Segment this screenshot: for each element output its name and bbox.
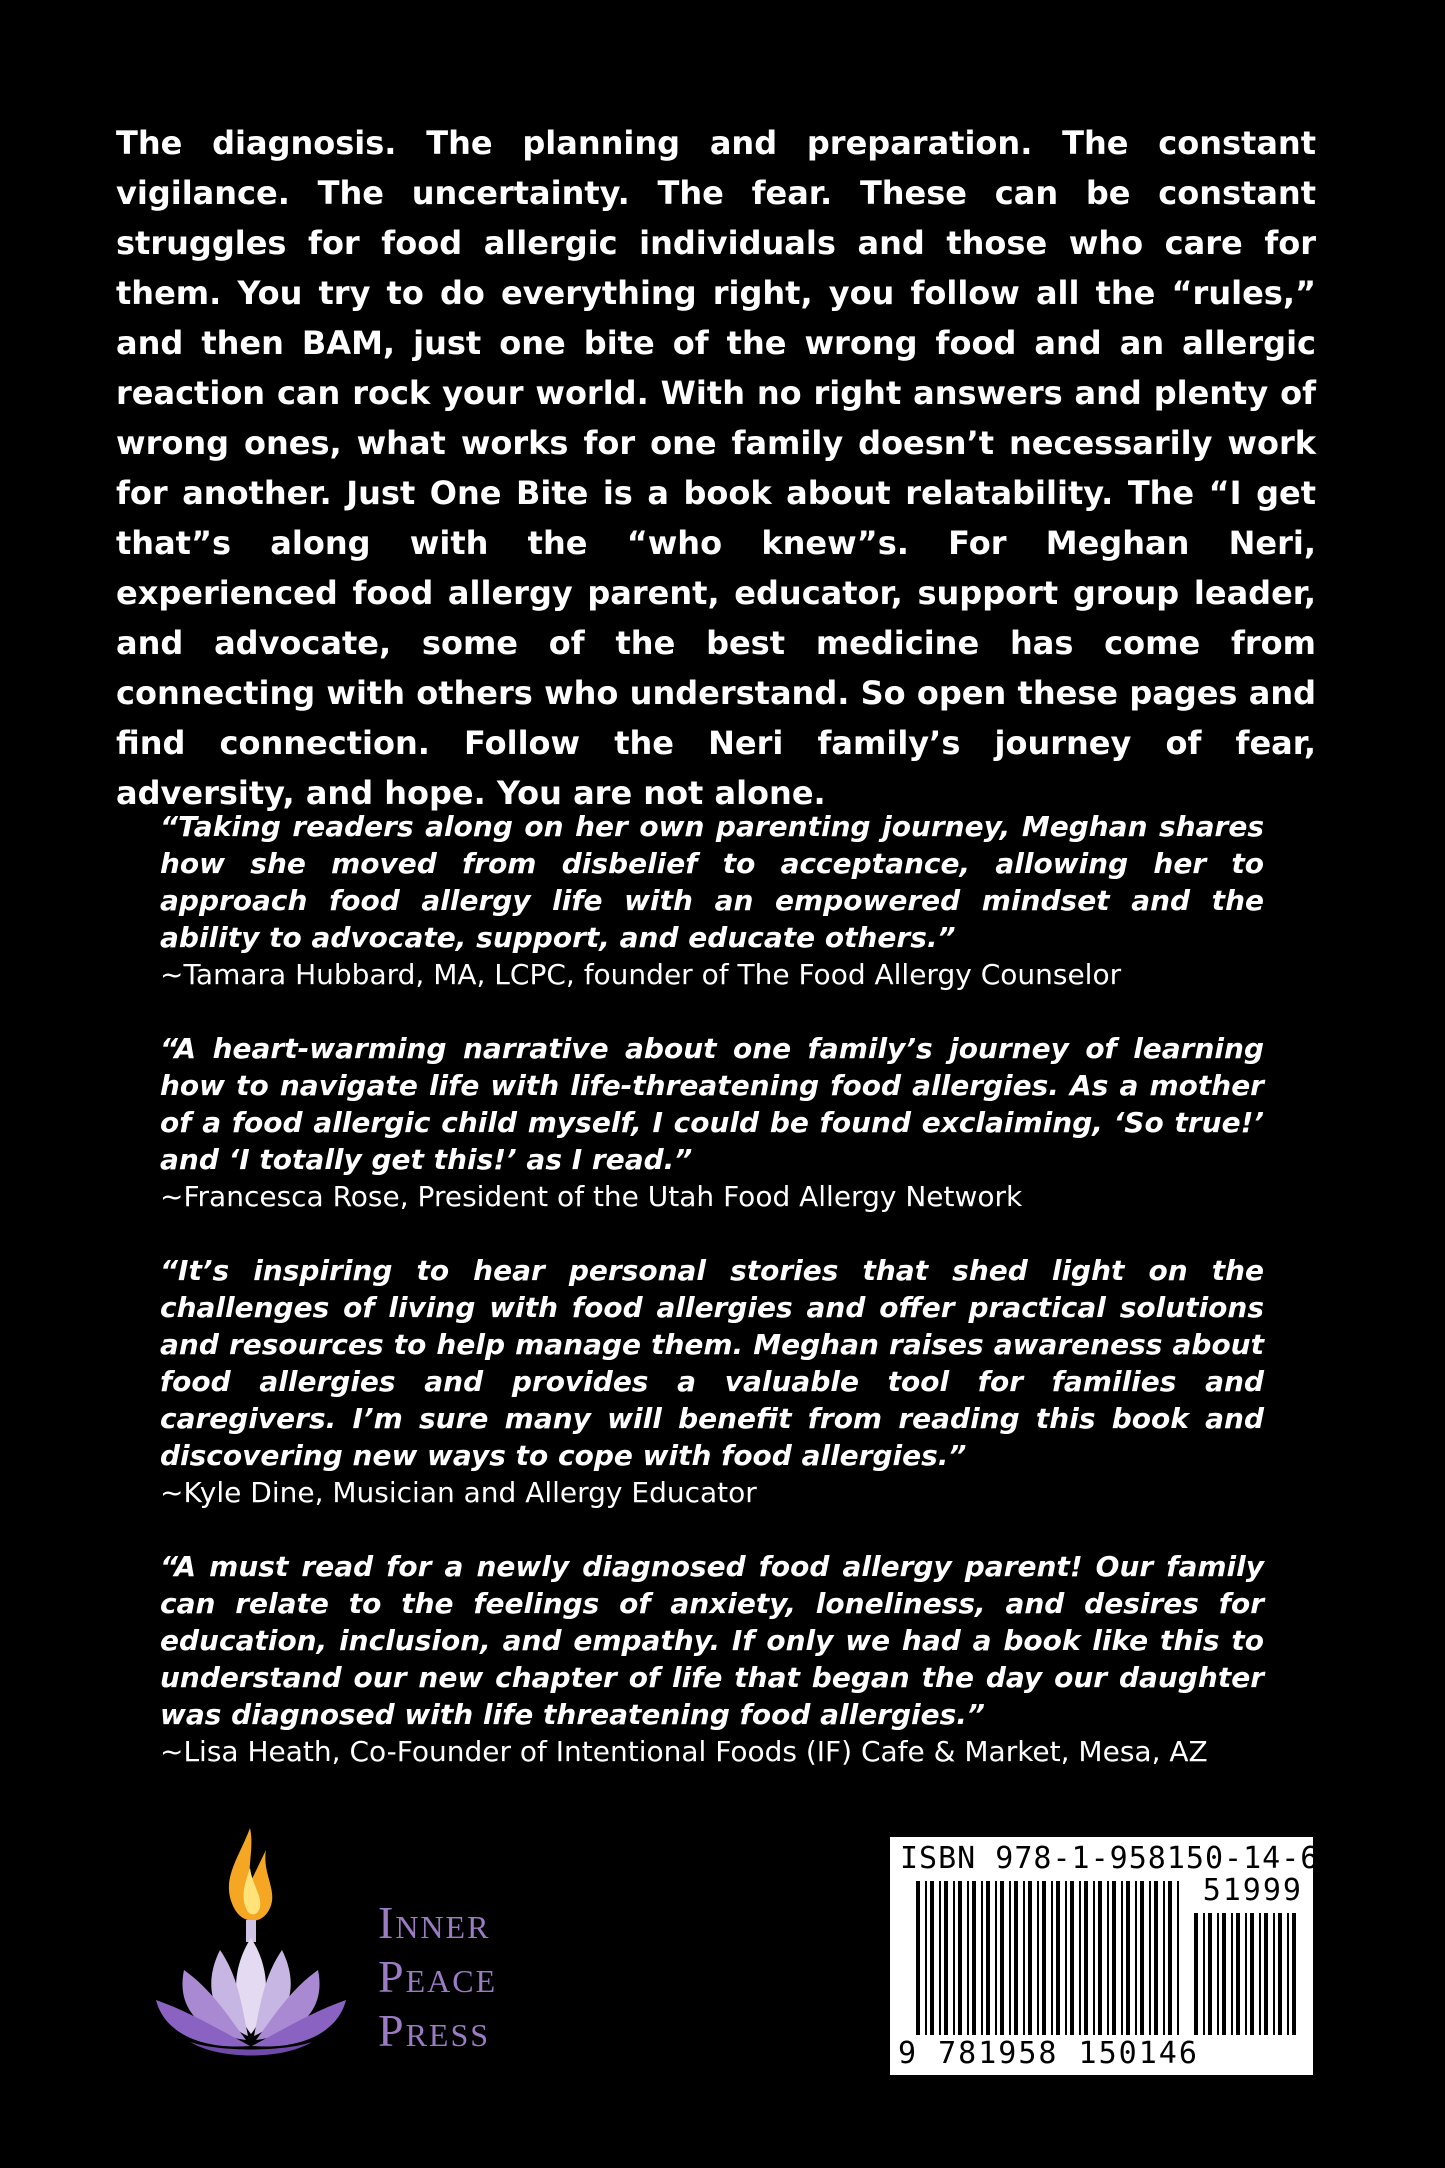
barcode-bar xyxy=(1112,1881,1116,2035)
barcode-bar xyxy=(1177,1881,1179,2035)
barcode-bar xyxy=(1051,1881,1053,2035)
barcode-bar xyxy=(1093,1881,1095,2035)
barcode-bar xyxy=(1042,1881,1046,2035)
barcode-bar xyxy=(1217,1913,1219,2035)
barcode-bar xyxy=(967,1881,969,2035)
barcode-bar xyxy=(1168,1881,1172,2035)
barcode-bar xyxy=(1292,1913,1296,2035)
barcode-bar xyxy=(1245,1913,1247,2035)
barcode-bar xyxy=(1236,1913,1240,2035)
ean-digits: 9 781958 150146 xyxy=(898,2036,1199,2071)
barcode-bar xyxy=(1023,1881,1025,2035)
barcode-bar xyxy=(930,1881,934,2035)
barcode-bar xyxy=(995,1881,997,2035)
back-cover-blurb: The diagnosis. The planning and preparation. The constant vigilance. The uncertainty. The fear. These can be constant struggles for food allergic individuals and those who care for them. You try to do everything right, you follow all the “rules,” and then BAM, just one bite of the wrong food and an allergic reaction can rock your world. With no right answers and plenty of wrong ones, what works for one family doesn’t necessarily work for another. Just One Bite is a book about relatability. The “I get that”s along with the “who knew”s. For Meghan Neri, experienced food allergy parent, educator, support group leader, and advocate, some of the best medicine has come from connecting with others who understand. So open these pages and find connection. Follow the Neri family’s journey of fear, adversity, and hope. You are not alone. xyxy=(116,124,1316,812)
barcode-bar xyxy=(953,1881,955,2035)
testimonial xyxy=(160,1548,1264,1771)
testimonial xyxy=(160,1030,1264,1216)
barcode-bar xyxy=(1273,1913,1275,2035)
testimonial-attribution: ~Francesca Rose, President of the Utah Food Allergy Network xyxy=(160,1180,1023,1213)
barcode-bar xyxy=(1154,1881,1158,2035)
barcode-bar xyxy=(1149,1881,1151,2035)
barcode-bar xyxy=(1264,1913,1268,2035)
testimonial-attribution: ~Tamara Hubbard, MA, LCPC, founder of The Food Allergy Counselor xyxy=(160,958,1122,991)
barcode-bar xyxy=(986,1881,990,2035)
barcode-bar xyxy=(1009,1881,1011,2035)
barcode-bar xyxy=(1135,1881,1137,2035)
barcode-bar xyxy=(1126,1881,1130,2035)
barcode-bar xyxy=(1250,1913,1254,2035)
price-code: 51999 xyxy=(1202,1873,1303,1908)
barcode-bar xyxy=(1014,1881,1018,2035)
testimonial-quote: “It’s inspiring to hear personal stories that shed light on the challenges of living with food allergies and offer practical solutions and resources to help manage them. Meghan raises awareness about food allergies and provides a valuable tool for families and caregivers. I’m sure many will benefit from reading this book and discovering new ways to cope with food allergies.” xyxy=(160,1254,1264,1472)
barcode-bar xyxy=(1037,1881,1039,2035)
publisher-name-line: Inner xyxy=(378,1897,491,1948)
barcode-bar xyxy=(939,1881,941,2035)
barcode-bar xyxy=(1222,1913,1226,2035)
testimonial-attribution: ~Kyle Dine, Musician and Allergy Educator xyxy=(160,1476,757,1509)
barcode-bar xyxy=(1194,1913,1198,2035)
barcode-bar xyxy=(1000,1881,1004,2035)
barcode-bar xyxy=(925,1881,927,2035)
barcode-bar xyxy=(1121,1881,1123,2035)
testimonial xyxy=(160,1252,1264,1512)
barcode-bar xyxy=(1259,1913,1261,2035)
barcode-bar xyxy=(1278,1913,1282,2035)
barcode-bar xyxy=(1231,1913,1233,2035)
publisher-name xyxy=(378,1896,497,2058)
barcode-bar xyxy=(1028,1881,1032,2035)
publisher-name-line: Press xyxy=(378,2005,491,2056)
publisher-name-line: Peace xyxy=(378,1951,498,2002)
barcode-bar xyxy=(1070,1881,1074,2035)
barcode-bar xyxy=(1098,1881,1102,2035)
isbn-text: ISBN 978-1-958150-14-6 xyxy=(900,1841,1320,1876)
testimonial-quote: “Taking readers along on her own parenting journey, Meghan shares how she moved from disbelief to acceptance, allowing her to approach food allergy life with an empowered mindset and the ability to advocate, support, and educate others.” xyxy=(160,810,1264,954)
barcode-bar xyxy=(1084,1881,1088,2035)
barcode-bar xyxy=(1079,1881,1081,2035)
barcode-bar xyxy=(944,1881,948,2035)
barcode-bar xyxy=(972,1881,976,2035)
barcode-bar xyxy=(1203,1913,1205,2035)
barcode-bar xyxy=(1163,1881,1165,2035)
barcode-bar xyxy=(916,1881,920,2035)
testimonial xyxy=(160,808,1264,994)
barcode-bar xyxy=(958,1881,962,2035)
barcode-bar xyxy=(981,1881,983,2035)
barcode-bar xyxy=(1287,1913,1289,2035)
isbn-barcode xyxy=(890,1837,1320,2075)
testimonials xyxy=(160,808,1264,1807)
barcode-bar xyxy=(1107,1881,1109,2035)
testimonial-attribution: ~Lisa Heath, Co-Founder of Intentional Foods (IF) Cafe & Market, Mesa, AZ xyxy=(160,1735,1208,1768)
barcode-bar xyxy=(1056,1881,1060,2035)
barcode-bar xyxy=(1065,1881,1067,2035)
testimonial-quote: “A must read for a newly diagnosed food allergy parent! Our family can relate to the feelings of anxiety, loneliness, and desires for education, inclusion, and empathy. If only we had a book like this to understand our new chapter of life that began the day our daughter was diagnosed with life threatening food allergies.” xyxy=(160,1550,1264,1731)
barcode-bar xyxy=(1140,1881,1144,2035)
publisher-logo xyxy=(150,1820,580,2070)
barcode-bar xyxy=(1208,1913,1212,2035)
testimonial-quote: “A heart-warming narrative about one family’s journey of learning how to navigate life with life-threatening food allergies. As a mother of a food allergic child myself, I could be found exclaiming, ‘So true!’ and ‘I totally get this!’ as I read.” xyxy=(160,1032,1264,1176)
lotus-flame-icon xyxy=(150,1820,380,2070)
